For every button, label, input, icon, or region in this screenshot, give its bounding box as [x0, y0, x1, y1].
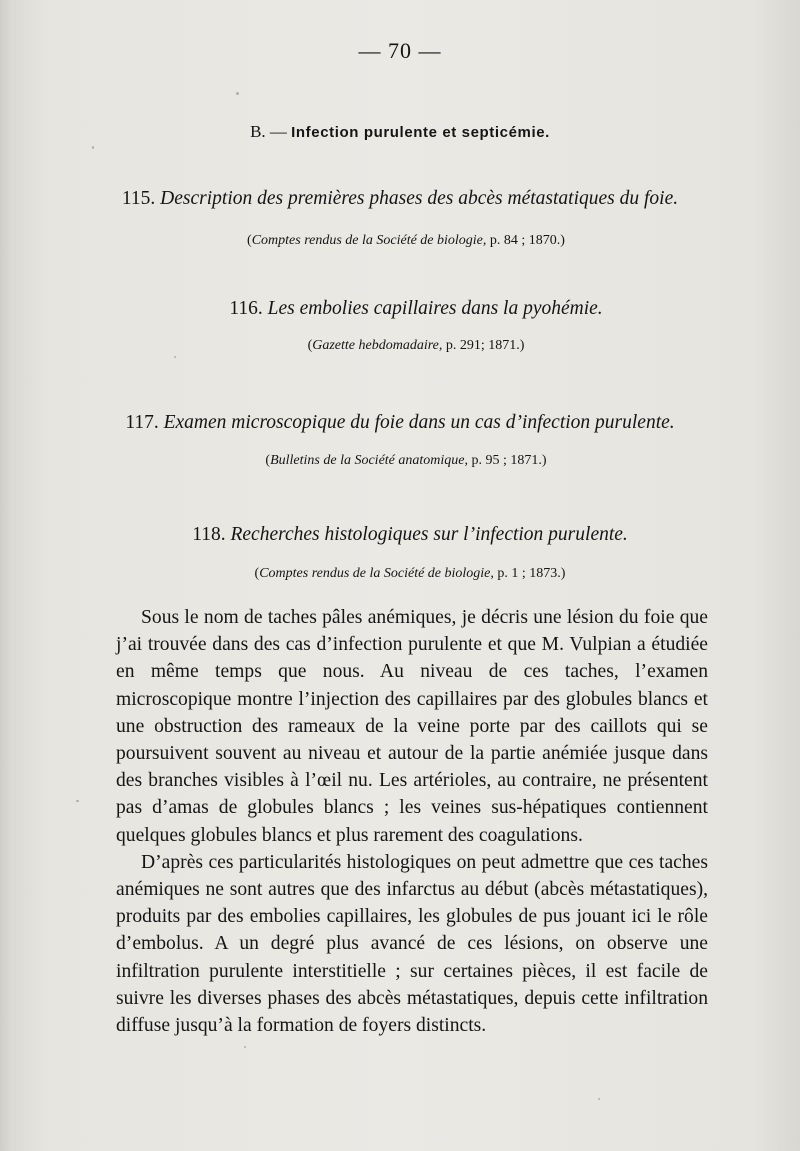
entry-title-115 [0, 188, 800, 210]
print-speck [92, 146, 94, 149]
page-edge-shadow [0, 0, 10, 1151]
section-title: Infection purulente et septicémie. [291, 124, 550, 141]
print-speck [598, 1098, 600, 1100]
section-heading [0, 122, 800, 142]
entry-reference-116: (Gazette hebdomadaire, p. 291; 1871.) [307, 338, 525, 353]
entry-reference-115: (Comptes rendus de la Société de biologie, p. 84 ; 1870.) [247, 233, 565, 248]
print-speck [236, 92, 239, 95]
entry-title-text: Les embolies capillaires dans la pyohémie. [267, 298, 603, 319]
print-speck [76, 800, 79, 802]
reference-detail: p. 84 ; 1870. [489, 233, 561, 248]
reference-source: Comptes rendus de la Société de biologie, [251, 233, 487, 248]
paragraph-1: Sous le nom de taches pâles anémiques, je décris une lésion du foie que j’ai trouvée dans des cas d’infection purulente et que M. Vulpian a étudiée en même temps que nous. Au niveau de ces taches, l’examen microscopique montre l’injection des capillaires par des globules blancs et une obstruction des rameaux de la veine porte par des caillots qui se poursuivent souvent au niveau et autour de la partie anémiée jusque dans des branches visibles à l’œil nu. Les artérioles, au contraire, ne présentent pas d’amas de globules blancs ; les veines sus-hépatiques contiennent quelques globules blancs et plus rarement des coagulations. [116, 607, 708, 846]
print-speck [244, 1046, 246, 1048]
entry-number: 115. [121, 188, 156, 209]
paragraph-2: D’après ces particularités histologiques on peut admettre que ces taches anémiques ne sont autres que des infarctus au début (abcès métastatiques), produits par des embolies capillaires, les globules de pus jouant ici le rôle d’embolus. A un degré plus avancé de ces lésions, on observe une infiltration purulente interstitielle ; sur certaines pièces, il est facile de suivre les diverses phases des abcès métastatiques, depuis cette infiltration diffuse jusqu’à la formation de foyers distincts. [116, 851, 708, 1037]
page-number: — 70 — [358, 38, 442, 63]
reference-detail: p. 291; 1871. [445, 338, 520, 353]
reference-detail: p. 95 ; 1871. [471, 453, 542, 468]
section-letter: B. — [250, 122, 287, 141]
entry-reference-118: (Comptes rendus de la Société de biologie, p. 1 ; 1873.) [254, 566, 566, 581]
reference-source: Comptes rendus de la Société de biologie, [259, 566, 494, 581]
entry-title-117 [0, 412, 800, 434]
entry-number: 118. [192, 524, 226, 545]
entry-reference-117: (Bulletins de la Société anatomique, p. 95 ; 1871.) [265, 453, 547, 468]
reference-source: Gazette hebdomadaire, [312, 338, 443, 353]
entry-title-118 [10, 524, 800, 546]
entry-number: 117. [125, 412, 159, 433]
entry-title-text: Recherches histologiques sur l’infection purulente. [230, 524, 628, 545]
print-speck [174, 356, 176, 358]
body-text [116, 604, 708, 1039]
entry-title-116 [16, 298, 800, 320]
reference-detail: p. 1 ; 1873. [497, 566, 561, 581]
entry-title-text: Description des premières phases des abcès métastatiques du foie. [160, 188, 679, 209]
entry-title-text: Examen microscopique du foie dans un cas d’infection purulente. [163, 412, 675, 433]
reference-source: Bulletins de la Société anatomique, [270, 453, 468, 468]
entry-number: 116. [229, 298, 263, 319]
